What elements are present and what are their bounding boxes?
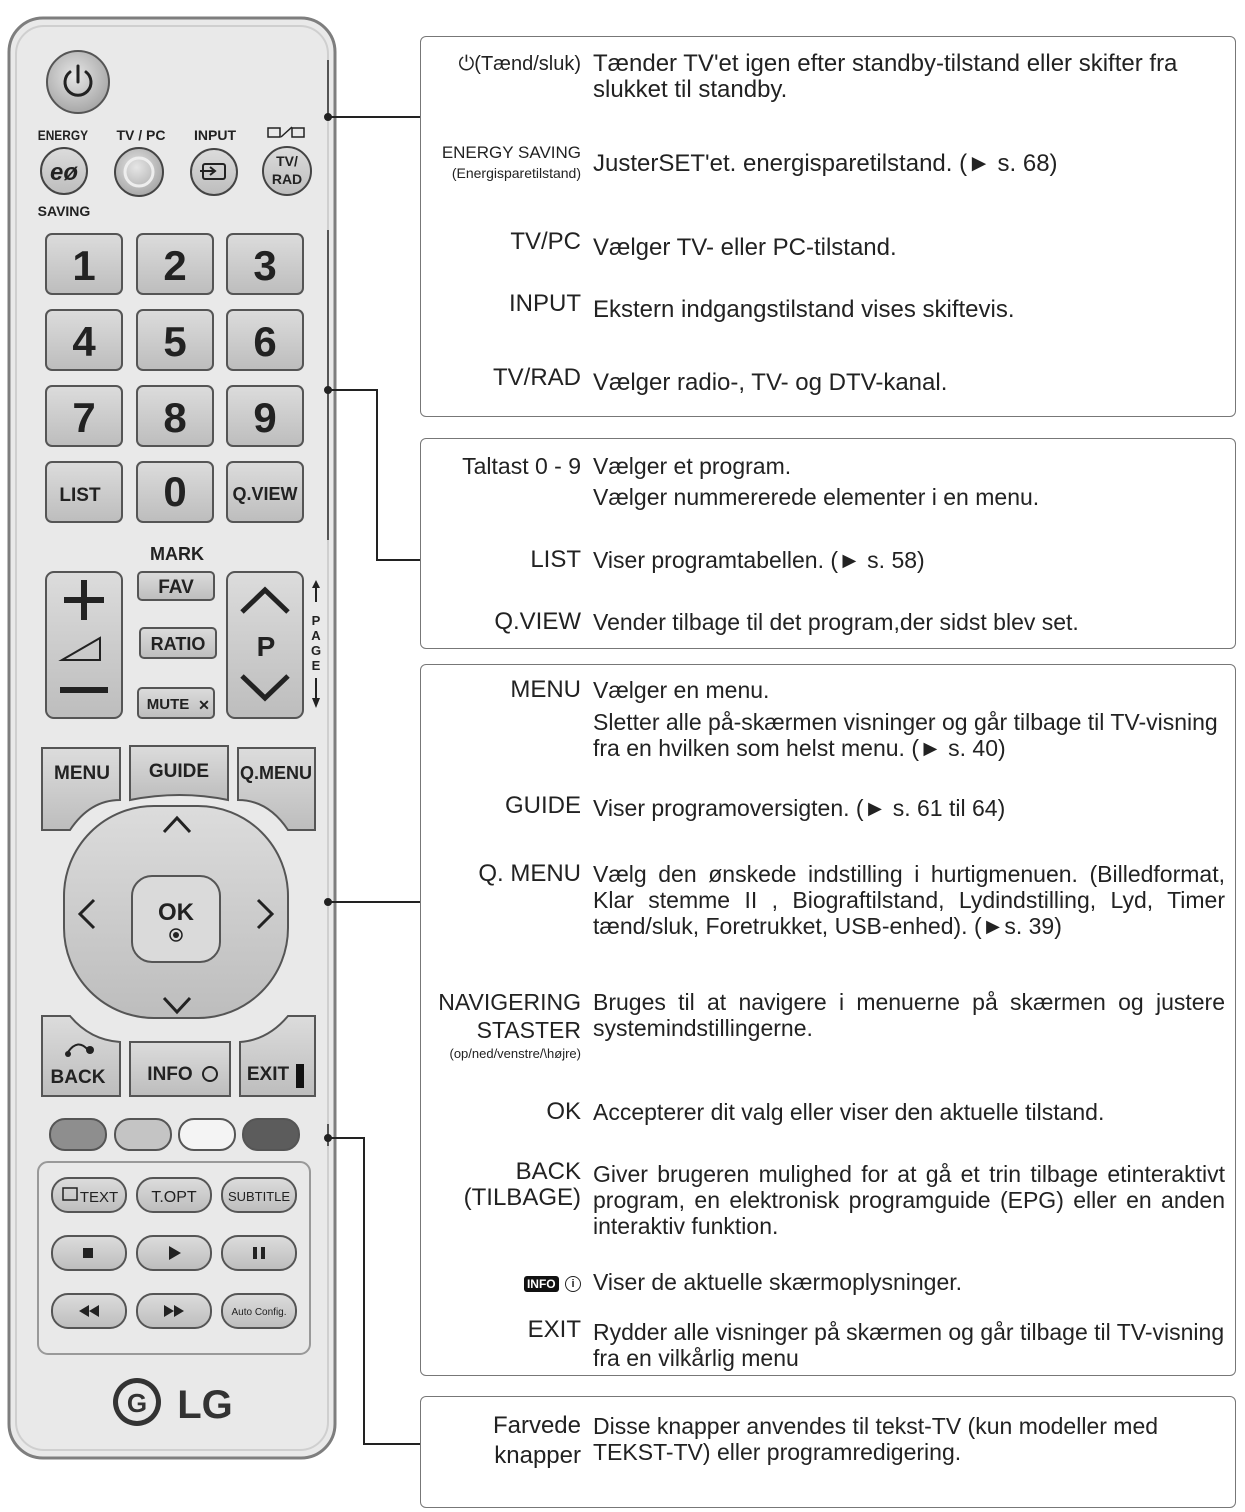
mark-label: MARK <box>150 544 204 564</box>
power-key: ⏻(Tænd/sluk) <box>458 53 581 75</box>
svg-text:OK: OK <box>158 899 194 926</box>
back-desc: Giver brugeren mulighed for at gå et trin tilbage etinteraktivt program, en elektronisk programguide (EPG) eller en anden interaktiv funktion. <box>593 1161 1225 1239</box>
svg-text:1: 1 <box>72 242 96 289</box>
svg-text:TV/: TV/ <box>276 153 298 169</box>
info-desc: Viser de aktuelle skærmoplysninger. <box>593 1269 963 1295</box>
svg-text:SUBTITLE: SUBTITLE <box>227 1189 291 1204</box>
info-icon: i <box>565 1276 581 1292</box>
mute-icon: ✕ <box>198 697 210 713</box>
menu-key: MENU <box>510 676 581 703</box>
svg-text:9: 9 <box>253 394 277 441</box>
exit-key: EXIT <box>527 1316 581 1343</box>
svg-text:Q.MENU: Q.MENU <box>240 763 312 783</box>
svg-text:7: 7 <box>72 394 96 441</box>
q-menu-key: Q. MENU <box>478 860 581 887</box>
svg-text:MUTE: MUTE <box>146 696 190 713</box>
svg-text:RAD: RAD <box>271 171 303 187</box>
svg-text:8: 8 <box>163 394 187 441</box>
svg-text:Q.VIEW: Q.VIEW <box>232 484 298 504</box>
saving-label: SAVING <box>37 203 91 219</box>
tv-pc-key: TV/PC <box>510 228 581 255</box>
tv-pc-desc: Vælger TV- eller PC-tilstand. <box>593 234 897 261</box>
input-label: INPUT <box>194 127 236 143</box>
svg-text:P: P <box>311 613 321 628</box>
svg-text:TEXT: TEXT <box>79 1189 119 1206</box>
svg-text:LIST: LIST <box>59 485 101 506</box>
power-section-box <box>420 36 1236 417</box>
svg-text:LG: LG <box>177 1383 233 1427</box>
number-keys-key: Taltast 0 - 9 <box>462 453 581 479</box>
svg-text:G: G <box>310 643 322 658</box>
svg-text:0: 0 <box>163 468 187 515</box>
navigation-key: NAVIGERING STASTER (op/ned/venstre/\højre) <box>438 989 581 1061</box>
svg-text:4: 4 <box>72 318 96 365</box>
color-buttons-box <box>420 1396 1236 1508</box>
numbers-section-box <box>420 438 1236 649</box>
svg-text:P: P <box>256 631 276 662</box>
number-keys-desc: Vælger et program. Vælger nummererede elementer i en menu. <box>593 453 1040 510</box>
ok-key: OK <box>546 1098 581 1125</box>
svg-text:EXIT: EXIT <box>246 1064 290 1085</box>
svg-text:2: 2 <box>163 242 187 289</box>
q-menu-desc: Vælg den ønskede indstilling i hurtigmenuen. (Billedformat, Klar stemme II , Biograftilstand, Lydindstilling, Lyd, Timer tænd/sluk, Foretrukket, USB-enhed). (►s. 39) <box>593 861 1225 939</box>
list-desc: Viser programtabellen. (► s. 58) <box>593 547 925 573</box>
navigation-desc: Bruges til at navigere i menuerne på skærmen og justere systemindstillingerne. <box>593 989 1225 1041</box>
ok-desc: Accepterer dit valg eller viser den aktuelle tilstand. <box>593 1099 1105 1125</box>
svg-text:BACK: BACK <box>50 1067 106 1088</box>
svg-text:RATIO: RATIO <box>150 634 206 654</box>
back-key: BACK (TILBAGE) <box>463 1158 581 1211</box>
svg-text:3: 3 <box>253 242 277 289</box>
svg-text:A: A <box>311 628 321 643</box>
svg-text:G: G <box>126 1388 148 1418</box>
color-buttons-key: Farvede knapper <box>492 1412 581 1469</box>
list-key: LIST <box>530 546 581 573</box>
svg-text:Auto Config.: Auto Config. <box>231 1307 287 1318</box>
svg-text:6: 6 <box>253 318 277 365</box>
svg-text:INFO: INFO <box>147 1064 193 1085</box>
svg-text:MENU: MENU <box>54 763 110 784</box>
exit-desc: Rydder alle visninger på skærmen og går tilbage til TV-visning fra en vilkårlig menu <box>593 1319 1225 1371</box>
energy-label: ENERGY <box>37 127 89 144</box>
svg-text:FAV: FAV <box>158 577 194 598</box>
tv-rad-key: TV/RAD <box>492 364 581 391</box>
power-desc: Tænder TV'et igen efter standby-tilstand eller skifter fra slukket til standby. <box>593 50 1178 103</box>
energy-saving-key: ENERGY SAVING (Energisparetilstand) <box>441 143 581 181</box>
guide-key: GUIDE <box>504 792 581 819</box>
q-view-key: Q.VIEW <box>494 608 581 635</box>
input-desc: Ekstern indgangstilstand vises skiftevis. <box>593 296 1015 323</box>
guide-desc: Viser programoversigten. (► s. 61 til 64) <box>593 795 1006 821</box>
tv-rad-desc: Vælger radio-, TV- og DTV-kanal. <box>593 369 948 396</box>
menu-section-box <box>420 664 1236 1376</box>
svg-text:5: 5 <box>163 318 187 365</box>
color-buttons-desc: Disse knapper anvendes til tekst-TV (kun modeller med TEKST-TV) eller programredigering. <box>593 1413 1159 1465</box>
info-key: INFO i <box>524 1269 581 1295</box>
input-key: INPUT <box>509 290 581 317</box>
svg-text:E: E <box>311 658 321 673</box>
eco-icon: eø <box>49 159 79 186</box>
energy-saving-desc: JusterSET'et. energisparetilstand. (► s. 68) <box>593 150 1058 177</box>
svg-text:GUIDE: GUIDE <box>148 761 210 782</box>
menu-desc: Vælger en menu. Sletter alle på-skærmen visninger og går tilbage til TV-visning fra en hvilken som helst menu. (► s. 40) <box>593 677 1218 761</box>
q-view-desc: Vender tilbage til det program,der sidst blev set. <box>593 609 1079 635</box>
tvpc-label: TV / PC <box>116 127 166 143</box>
power-icon: ⏻ <box>458 53 475 75</box>
svg-text:T.OPT: T.OPT <box>151 1189 197 1206</box>
